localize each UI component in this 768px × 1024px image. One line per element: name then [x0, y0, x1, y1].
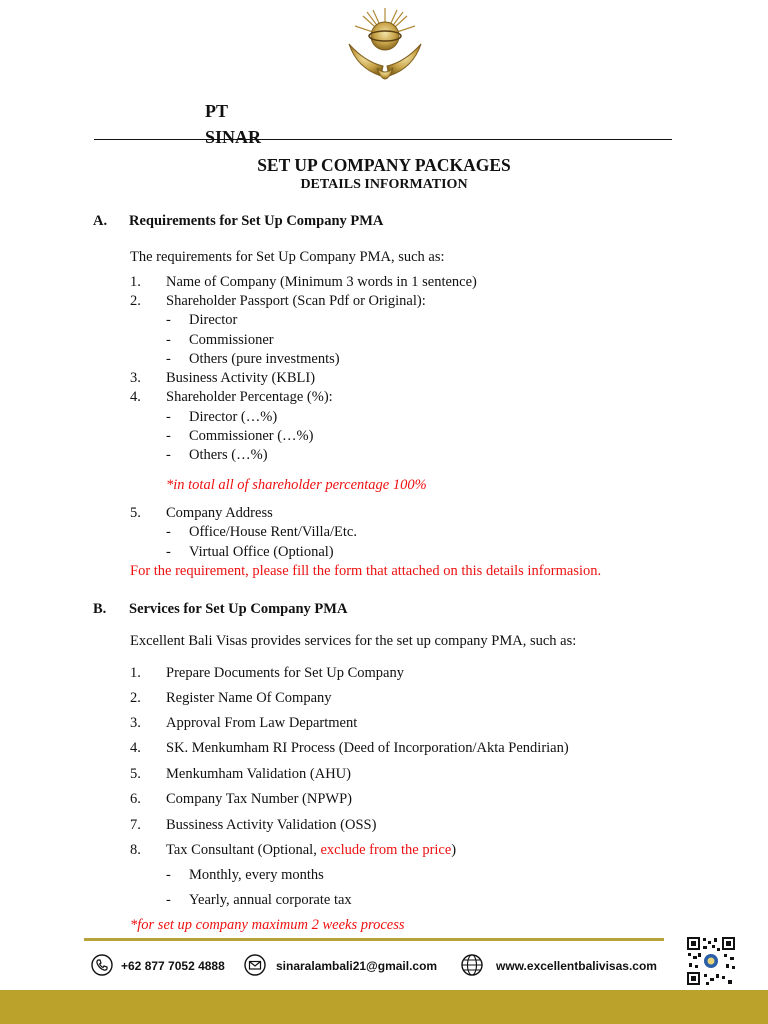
qr-code-icon	[686, 936, 736, 986]
footer-website[interactable]: www.excellentbalivisas.com	[496, 959, 657, 973]
list-item: Prepare Documents for Set Up Company	[166, 665, 404, 681]
exclude-price-note: exclude from the price	[320, 842, 452, 858]
company-name-line1: PT	[205, 101, 229, 121]
footer-gold-band	[0, 990, 768, 1024]
list-item: Register Name Of Company	[166, 690, 332, 706]
dash-bullet: -	[166, 332, 171, 348]
percentage-note: *in total all of shareholder percentage 100%	[166, 477, 427, 493]
phone-icon	[91, 954, 113, 976]
section-b-letter: B.	[93, 601, 107, 617]
document-subtitle: DETAILS INFORMATION	[300, 177, 468, 192]
sub-list-item: Commissioner	[189, 332, 274, 348]
dash-bullet: -	[166, 312, 171, 328]
list-number: 6.	[130, 791, 141, 807]
sub-list-item: Virtual Office (Optional)	[189, 544, 334, 560]
section-b-intro: Excellent Bali Visas provides services for the set up company PMA, such as:	[130, 633, 577, 649]
sub-list-item: Monthly, every months	[189, 867, 324, 883]
list-item: Shareholder Passport (Scan Pdf or Original):	[166, 293, 426, 309]
dash-bullet: -	[166, 409, 171, 425]
list-item: Company Tax Number (NPWP)	[166, 791, 352, 807]
list-number: 3.	[130, 715, 141, 731]
list-number: 2.	[130, 293, 141, 309]
sub-list-item: Commissioner (…%)	[189, 428, 314, 444]
company-logo	[343, 6, 427, 92]
process-note: *for set up company maximum 2 weeks process	[130, 917, 405, 933]
list-number: 4.	[130, 740, 141, 756]
list-item: Name of Company (Minimum 3 words in 1 sentence)	[166, 274, 477, 290]
tax-consultant-text: Tax Consultant (Optional,	[166, 842, 321, 858]
list-item: Company Address	[166, 505, 273, 521]
section-b-title: Services for Set Up Company PMA	[129, 601, 348, 617]
list-number: 1.	[130, 665, 141, 681]
list-number: 3.	[130, 370, 141, 386]
sub-list-item: Director	[189, 312, 238, 328]
sub-list-item: Others (…%)	[189, 447, 268, 463]
section-a-intro: The requirements for Set Up Company PMA, such as:	[130, 249, 445, 265]
sub-list-item: Yearly, annual corporate tax	[189, 892, 352, 908]
list-number: 2.	[130, 690, 141, 706]
header-divider	[94, 139, 672, 140]
envelope-icon	[244, 954, 266, 976]
sub-list-item: Office/House Rent/Villa/Etc.	[189, 524, 357, 540]
section-a-title: Requirements for Set Up Company PMA	[129, 213, 384, 229]
dash-bullet: -	[166, 524, 171, 540]
list-item: Shareholder Percentage (%):	[166, 389, 333, 405]
list-number: 5.	[130, 505, 141, 521]
list-item: SK. Menkumham RI Process (Deed of Incorporation/Akta Pendirian)	[166, 740, 569, 756]
dash-bullet: -	[166, 351, 171, 367]
company-name-line2: SINAR	[205, 127, 262, 147]
globe-icon	[461, 954, 483, 976]
footer-email[interactable]: sinaralambali21@gmail.com	[276, 959, 438, 973]
footer-divider	[84, 938, 664, 941]
list-number: 5.	[130, 766, 141, 782]
dash-bullet: -	[166, 428, 171, 444]
golden-bird-emblem-icon	[343, 6, 427, 92]
company-name	[205, 98, 261, 150]
dash-bullet: -	[166, 892, 171, 908]
list-item: Approval From Law Department	[166, 715, 358, 731]
form-note: For the requirement, please fill the form that attached on this details informasion.	[130, 563, 602, 579]
list-number: 8.	[130, 842, 141, 858]
section-a-letter: A.	[93, 213, 108, 229]
sub-list-item: Others (pure investments)	[189, 351, 340, 367]
list-item: Bussiness Activity Validation (OSS)	[166, 817, 377, 833]
sub-list-item: Director (…%)	[189, 409, 278, 425]
dash-bullet: -	[166, 447, 171, 463]
list-number: 1.	[130, 274, 141, 290]
dash-bullet: -	[166, 544, 171, 560]
list-number: 4.	[130, 389, 141, 405]
list-number: 7.	[130, 817, 141, 833]
list-item-tax-consultant	[166, 842, 456, 859]
list-item: Business Activity (KBLI)	[166, 370, 316, 386]
document-title: SET UP COMPANY PACKAGES	[257, 155, 511, 175]
dash-bullet: -	[166, 867, 171, 883]
footer-phone[interactable]: +62 877 7052 4888	[121, 959, 225, 973]
tax-consultant-close: )	[451, 842, 457, 858]
list-item: Menkumham Validation (AHU)	[166, 766, 351, 782]
